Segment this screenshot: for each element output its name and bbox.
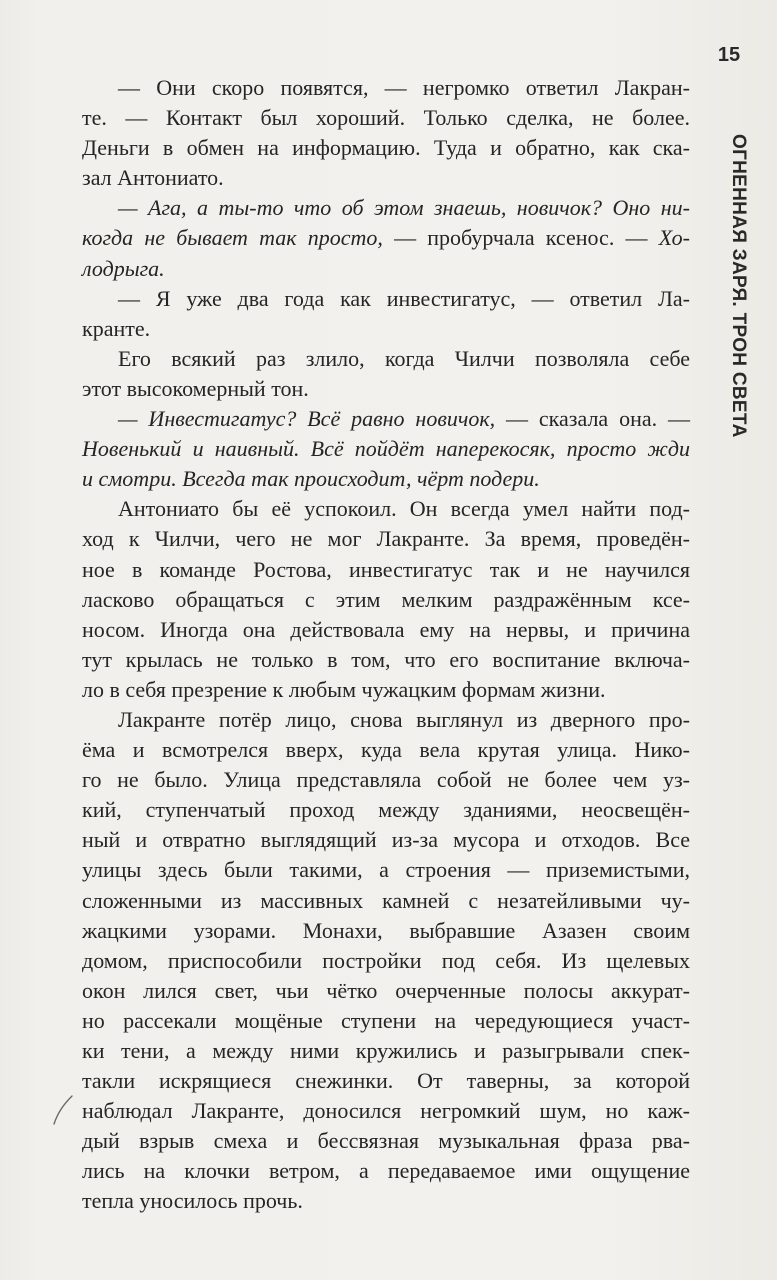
text-segment: Антониато бы её успокоил. Он всегда умел найти под- (118, 496, 690, 522)
text-segment: ёма и всмотрелся вверх, куда вела крутая улица. Нико- (82, 737, 690, 763)
text-line (82, 1066, 690, 1096)
text-line (82, 886, 690, 916)
text-line (82, 735, 690, 765)
text-line (82, 946, 690, 976)
text-line (82, 675, 690, 705)
text-segment: — Они скоро появятся, — негромко ответил Лакран- (118, 75, 690, 100)
italic-text-segment: и смотри. Всегда так происходит, чёрт подери. (82, 466, 540, 492)
text-line (82, 494, 690, 524)
text-segment: но рассекали мощёные ступени на чередующиеся участ- (82, 1007, 690, 1033)
text-line (82, 103, 690, 133)
text-segment: кий, ступенчатый проход между зданиями, неосвещён- (82, 797, 690, 823)
text-segment: ло в себя презрение к любым чужацким формам жизни. (82, 676, 606, 702)
italic-text-segment: когда не бывает так просто, (82, 225, 383, 251)
text-segment: жацкими узорами. Монахи, выбравшие Азазен своим (82, 917, 690, 943)
text-segment: лись на клочки ветром, а передаваемое ими ощущение (82, 1158, 690, 1184)
text-segment: ный и отвратно выглядящий из-за мусора и отходов. Все (82, 827, 690, 853)
text-segment: носом. Иногда она действовала ему на нервы, и причина (82, 616, 690, 642)
text-segment: тут крылась не только в том, что его воспитание включа- (82, 646, 690, 672)
text-line (82, 825, 690, 855)
pencil-mark (48, 1090, 78, 1130)
text-line (82, 1126, 690, 1156)
italic-text-segment: — Инвестигатус? Всё равно новичок, (118, 406, 496, 432)
text-line (82, 585, 690, 615)
text-segment: такли искрящиеся снежинки. От таверны, за которой (82, 1068, 690, 1094)
text-line (82, 1006, 690, 1036)
text-line (82, 1036, 690, 1066)
text-line (82, 705, 690, 735)
text-line (82, 645, 690, 675)
text-line (82, 1186, 690, 1216)
text-line (82, 73, 690, 103)
text-line (82, 404, 690, 434)
text-segment: тепла уносилось прочь. (82, 1188, 303, 1214)
text-segment: наблюдал Лакранте, доносился негромкий шум, но каж- (82, 1098, 690, 1124)
text-line (82, 1096, 690, 1126)
text-segment: окон лился свет, чьи чётко очерченные полосы аккурат- (82, 977, 690, 1003)
running-title (726, 134, 750, 459)
text-line (82, 615, 690, 645)
text-line (82, 1156, 690, 1186)
text-segment: — сказала она. — (495, 406, 690, 432)
text-line (82, 976, 690, 1006)
text-line (82, 254, 690, 284)
text-line (82, 795, 690, 825)
text-line (82, 555, 690, 585)
page-number: 15 (717, 44, 741, 66)
text-segment: Деньги в обмен на информацию. Туда и обратно, как ска- (82, 135, 690, 161)
text-segment: ки тени, а между ними кружились и разыгрывали спек- (82, 1038, 690, 1063)
text-segment: ное в команде Ростова, инвестигатус так и не научился (82, 556, 690, 582)
text-segment: этот высокомерный тон. (82, 375, 309, 401)
text-line (82, 374, 690, 404)
text-line (82, 314, 690, 344)
text-line (82, 193, 690, 223)
text-segment: сложенными из массивных камней с незатейливыми чу- (82, 887, 690, 913)
text-segment: улицы здесь были такими, а строения — приземистыми, (82, 857, 690, 883)
italic-text-segment: лодрыга. (82, 255, 165, 281)
text-line (82, 765, 690, 795)
italic-text-segment: — Ага, а ты-то что об этом знаешь, новичок? Оно ни- (118, 195, 690, 221)
text-segment: го не было. Улица представляла собой не более чем уз- (82, 767, 690, 793)
text-line (82, 464, 690, 494)
running-title-text: ОГНЕННАЯ ЗАРЯ. ТРОН СВЕТА (728, 134, 749, 438)
text-segment: дый взрыв смеха и бессвязная музыкальная фраза рва- (82, 1128, 690, 1154)
text-line (82, 524, 690, 554)
text-line (82, 855, 690, 885)
text-segment: ход к Чилчи, чего не мог Лакранте. За время, проведён- (82, 526, 690, 552)
text-segment: те. — Контакт был хороший. Только сделка, не более. (82, 105, 690, 131)
text-segment: Его всякий раз злило, когда Чилчи позволяла себе (118, 345, 690, 371)
text-line (82, 344, 690, 374)
text-line (82, 916, 690, 946)
text-segment: ласково обращаться с этим мелким раздражённым ксе- (82, 586, 690, 612)
text-segment: Лакранте потёр лицо, снова выглянул из дверного про- (118, 706, 690, 732)
text-segment: зал Антониато. (82, 165, 224, 191)
italic-text-segment: Хо- (658, 225, 691, 251)
text-segment: кранте. (82, 315, 151, 341)
text-line (82, 223, 690, 253)
text-line (82, 434, 690, 464)
text-line (82, 133, 690, 163)
text-segment: домом, приспособили постройки под себя. Из щелевых (82, 947, 690, 973)
italic-text-segment: Новенький и наивный. Всё пойдёт наперекосяк, просто жди (82, 436, 690, 462)
text-line (82, 163, 690, 193)
body-text (82, 73, 690, 1217)
text-line (82, 284, 690, 314)
text-segment: — Я уже два года как инвестигатус, — ответил Ла- (118, 285, 690, 311)
text-segment: — пробурчала ксенос. — (382, 225, 659, 251)
